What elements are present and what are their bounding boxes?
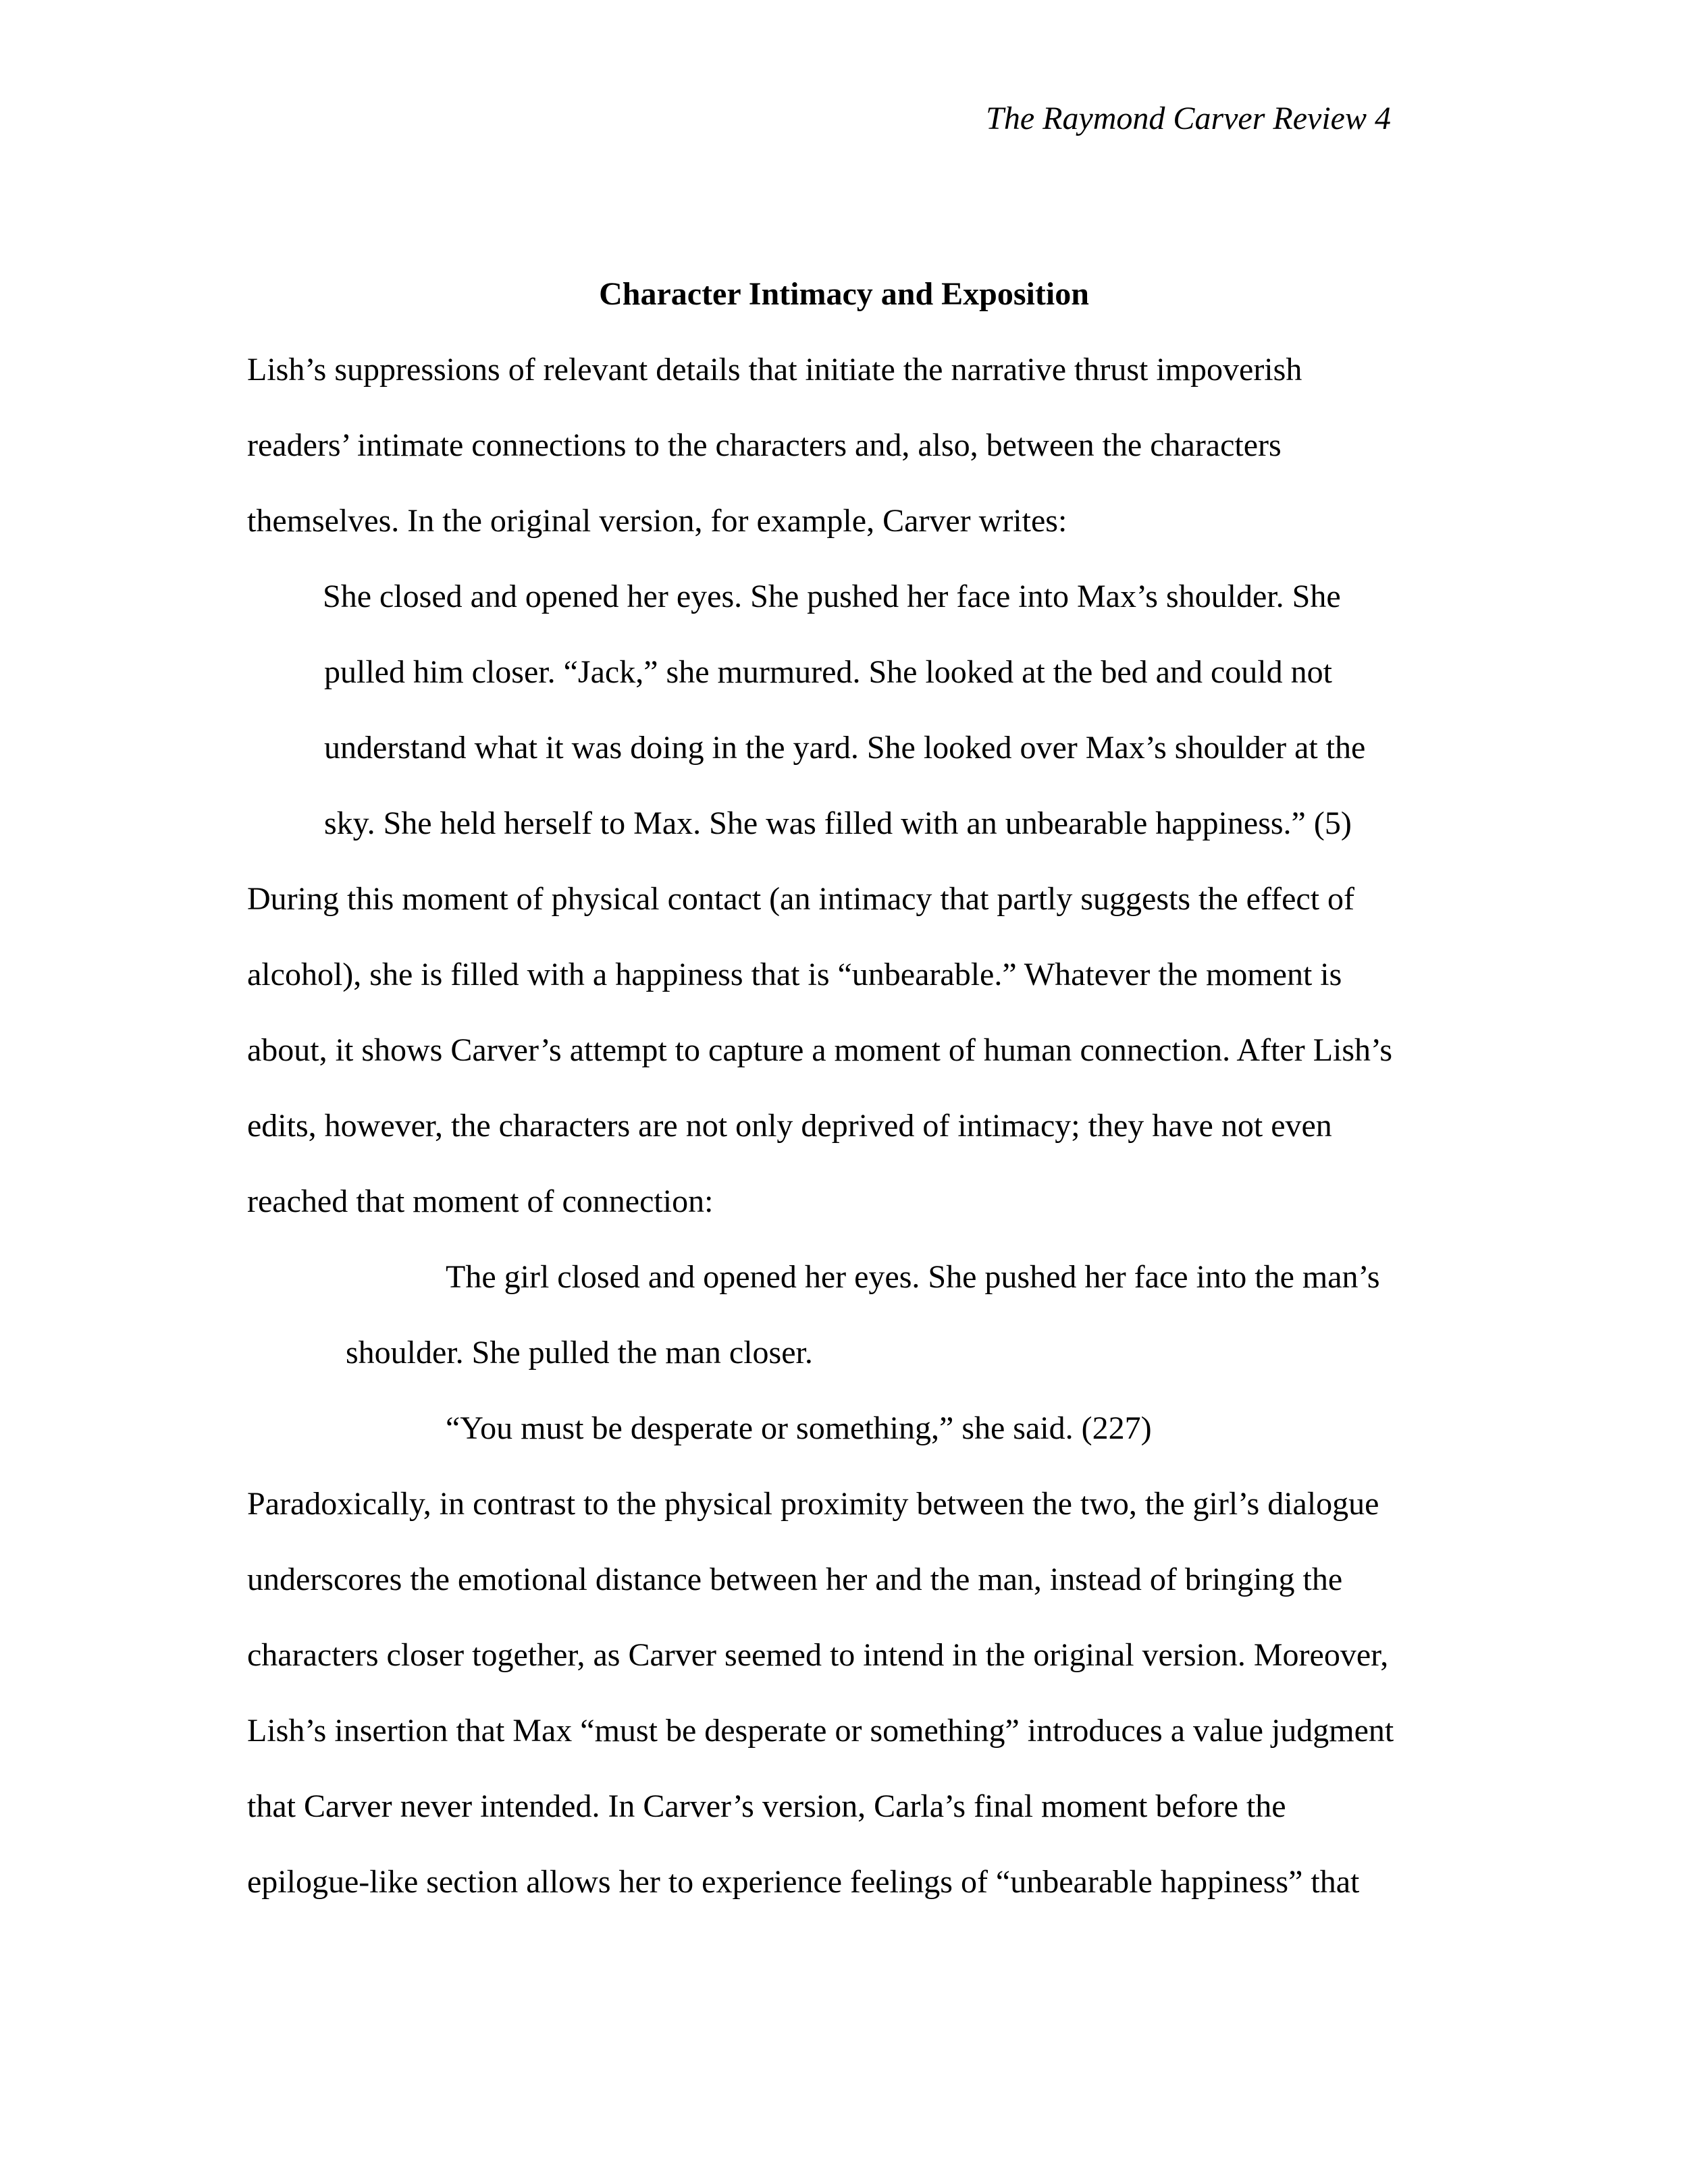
body-line: reached that moment of connection: — [247, 1183, 714, 1219]
body-line: that Carver never intended. In Carver’s version, Carla’s final moment before the — [247, 1788, 1286, 1824]
body-line: Lish’s suppressions of relevant details that initiate the narrative thrust impoverish — [247, 352, 1302, 388]
block-quote-line: understand what it was doing in the yard. She looked over Max’s shoulder at the — [324, 730, 1366, 766]
body-line: edits, however, the characters are not only deprived of intimacy; they have not even — [247, 1108, 1332, 1144]
block-quote-line: “You must be desperate or something,” she said. (227) — [446, 1410, 1152, 1446]
section-title: Character Intimacy and Exposition — [599, 276, 1089, 312]
body-line: underscores the emotional distance between her and the man, instead of bringing the — [247, 1562, 1343, 1597]
running-header: The Raymond Carver Review 4 — [986, 101, 1391, 136]
block-quote-line: The girl closed and opened her eyes. She pushed her face into the man’s — [446, 1259, 1380, 1295]
body-line: During this moment of physical contact (an intimacy that partly suggests the effect of — [247, 881, 1355, 917]
block-quote-line: shoulder. She pulled the man closer. — [346, 1335, 813, 1370]
block-quote-line: She closed and opened her eyes. She pushed her face into Max’s shoulder. She — [323, 579, 1341, 614]
body-line: themselves. In the original version, for example, Carver writes: — [247, 503, 1067, 539]
body-line: readers’ intimate connections to the characters and, also, between the characters — [247, 427, 1282, 463]
block-quote-line: pulled him closer. “Jack,” she murmured. She looked at the bed and could not — [324, 654, 1332, 690]
body-line: Lish’s insertion that Max “must be desperate or something” introduces a value judgment — [247, 1713, 1394, 1749]
body-line: characters closer together, as Carver seemed to intend in the original version. Moreover, — [247, 1637, 1389, 1673]
block-quote-line: sky. She held herself to Max. She was filled with an unbearable happiness.” (5) — [324, 805, 1352, 841]
body-line: epilogue-like section allows her to experience feelings of “unbearable happiness” that — [247, 1864, 1360, 1900]
body-line: Paradoxically, in contrast to the physical proximity between the two, the girl’s dialogue — [247, 1486, 1379, 1522]
body-line: about, it shows Carver’s attempt to capture a moment of human connection. After Lish’s — [247, 1032, 1393, 1068]
body-line: alcohol), she is filled with a happiness that is “unbearable.” Whatever the moment is — [247, 957, 1342, 992]
